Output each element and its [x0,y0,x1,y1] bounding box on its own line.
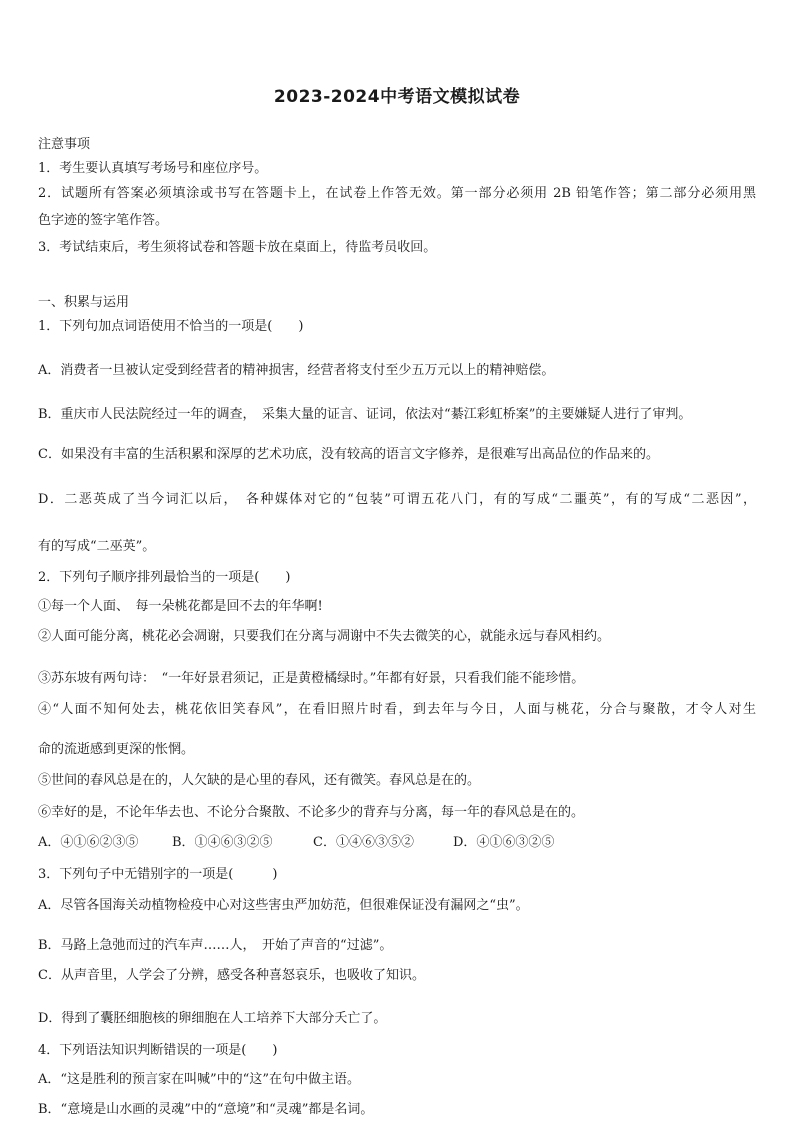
notice-heading: 注意事项 [38,137,91,152]
question-2-sentence-5: ⑤世间的春风总是在的，人欠缺的是心里的春风，还有微笑。春风总是在的。 [38,773,481,788]
question-3-option-a: A．尽管各国海关动植物检疫中心对这些害虫严加妨范，但很难保证没有漏网之“虫”。 [38,898,529,913]
notice-item-3: 3．考试结束后，考生须将试卷和答题卡放在桌面上，待监考员收回。 [38,240,437,255]
question-2-options [38,834,554,852]
question-1-option-d-cont: 有的写成“二巫英”。 [38,539,156,554]
question-1-option-c: C．如果没有丰富的生活积累和深厚的艺术功底，没有较高的语言文字修养，是很难写出高品位的作品来的。 [38,447,659,462]
question-1-option-d: D．二恶英成了当今词汇以后， 各种媒体对它的“包装”可谓五花八门，有的写成“二噩英”，有的写成“二恶因”， [38,492,756,507]
question-2-option-a: A．④①⑥②③⑤ [38,835,139,850]
question-4-stem: 4．下列语法知识判断错误的一项是( ) [38,1043,278,1058]
question-2-sentence-1: ①每一个人面、 每一朵桃花都是回不去的年华啊! [38,599,323,614]
question-2-sentence-3: ③苏东坡有两句诗： “一年好景君须记，正是黄橙橘绿时。”年都有好景，只看我们能不能珍惜。 [38,671,585,686]
question-2-sentence-6: ⑥幸好的是，不论年华去也、不论分合聚散、不论多少的背弃与分离，每一年的春风总是在的。 [38,805,585,820]
question-2-sentence-4-cont: 命的流逝感到更深的怅惘。 [38,742,195,757]
notice-item-2-cont: 色字迹的签字笔作答。 [38,213,169,228]
question-3-option-d: D．得到了囊胚细胞核的卵细胞在人工培养下大部分夭亡了。 [38,1011,387,1026]
notice-item-1: 1．考生要认真填写考场号和座位序号。 [38,161,268,176]
exam-title: 2023-2024中考语文模拟试卷 [273,87,521,107]
question-3-stem: 3．下列句子中无错别字的一项是( ) [38,867,278,882]
question-2-stem: 2．下列句子顺序排列最恰当的一项是( ) [38,570,291,585]
question-1-option-a: A．消费者一旦被认定受到经营者的精神损害，经营者将支付至少五万元以上的精神赔偿。 [38,363,555,378]
notice-item-2: 2．试题所有答案必须填涂或书写在答题卡上，在试卷上作答无效。第一部分必须用 2B 铅笔作答；第二部分必须用黑 [38,186,756,201]
question-2-option-c: C．①④⑥③⑤② [313,835,414,850]
question-1-option-b: B．重庆市人民法院经过一年的调查， 采集大量的证言、证词，依法对“綦江彩虹桥案”的主要嫌疑人进行了审判。 [38,407,692,422]
question-2-option-b: B．①④⑥③②⑤ [172,835,273,850]
question-2-sentence-2: ②人面可能分离，桃花必会凋谢，只要我们在分离与凋谢中不失去微笑的心，就能永远与春风相约。 [38,629,611,644]
section-heading: 一、积累与运用 [38,295,130,310]
question-2-sentence-4: ④“人面不知何处去，桃花依旧笑春风”，在看旧照片时看，到去年与今日，人面与桃花，分合与聚散，才令人对生 [38,702,756,717]
question-3-option-c: C．从声音里，人学会了分辨，感受各种喜怒哀乐，也吸收了知识。 [38,968,425,983]
question-4-option-a: A．“这是胜利的预言家在叫喊”中的“这”在句中做主语。 [38,1072,360,1087]
question-1-stem: 1．下列句加点词语使用不恰当的一项是( ) [38,319,304,334]
question-3-option-b: B．马路上急弛而过的汽车声……人， 开始了声音的“过滤”。 [38,938,393,953]
question-4-option-b: B．“意境是山水画的灵魂”中的“意境”和“灵魂”都是名词。 [38,1102,374,1117]
question-2-option-d: D．④①⑥③②⑤ [453,835,555,850]
